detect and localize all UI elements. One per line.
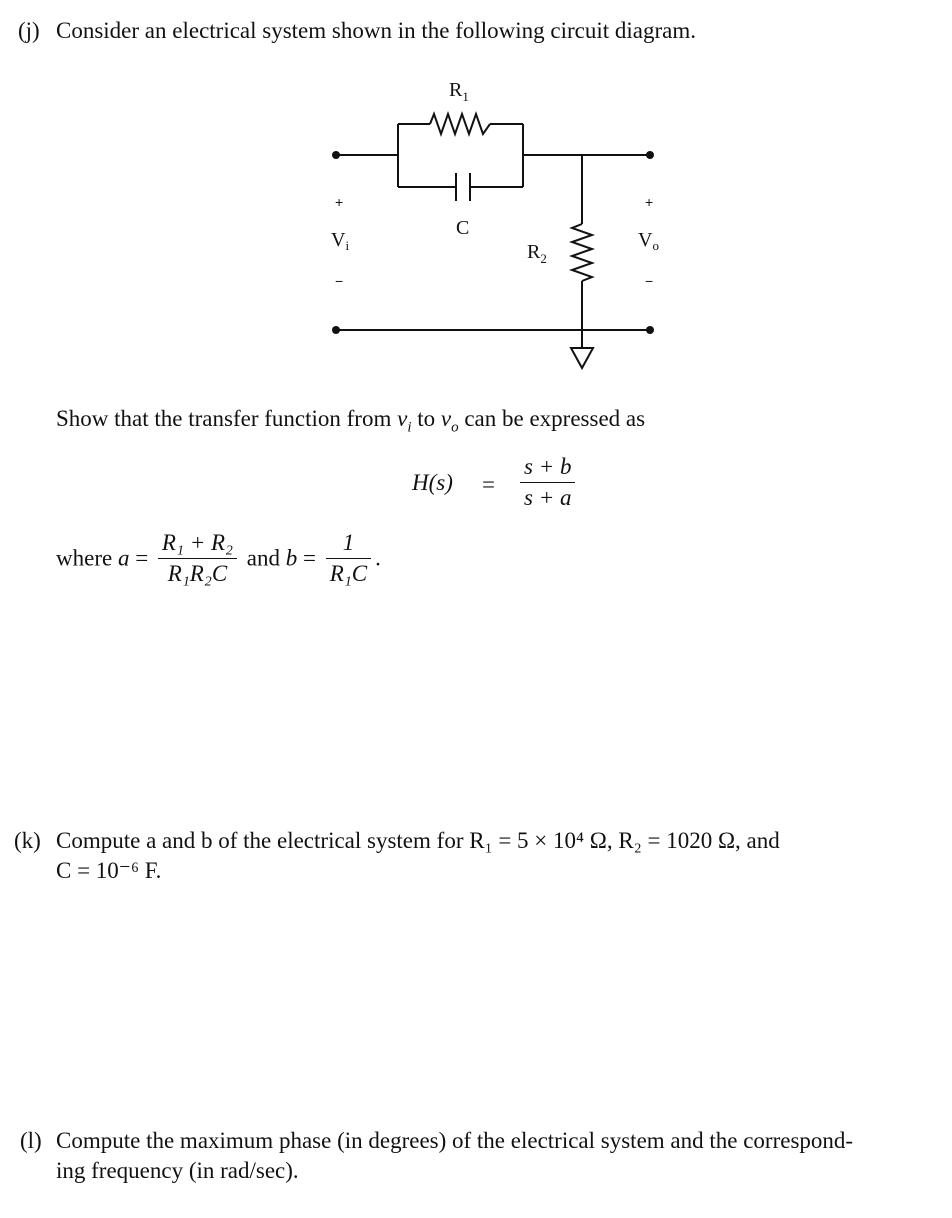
vi-label: $V_i$ xyxy=(331,229,350,253)
where-b-var: b xyxy=(285,545,298,571)
part-l-line2: ing frequency (in rad/sec). xyxy=(56,1158,299,1183)
where-period: . xyxy=(375,545,381,571)
a-numerator: R₁ + R₂ xyxy=(158,528,237,559)
where-clause xyxy=(56,528,381,589)
part-l-line1: Compute the maximum phase (in degrees) of the electrical system and the correspond- xyxy=(56,1128,854,1153)
show-text-a: Show that the transfer function from xyxy=(56,406,392,431)
resistor-r1 xyxy=(430,114,490,134)
part-l-label: (l) xyxy=(20,1128,42,1153)
terminal-input-bottom xyxy=(332,326,340,334)
var-vi: $v_i$ xyxy=(397,406,412,436)
part-k-line1: Compute a and b of the electrical system for R₁ = 5 × 10⁴ Ω, R₂ = 1020 Ω, and xyxy=(56,828,780,853)
part-j-label: (j) xyxy=(18,18,40,43)
where-a-eq: = xyxy=(135,545,149,571)
vo-label: $V_o$ xyxy=(638,229,659,253)
resistor-r2 xyxy=(572,224,592,281)
b-numerator: 1 xyxy=(326,528,371,559)
show-that-sentence xyxy=(56,404,645,434)
where-text: where xyxy=(56,545,113,571)
show-text-b: can be expressed as xyxy=(464,406,646,431)
transfer-function-fraction xyxy=(516,452,579,513)
show-text-to: to xyxy=(417,406,436,431)
terminal-input-top xyxy=(332,151,340,159)
and-text: and xyxy=(246,545,281,571)
a-denominator: R₁R₂C xyxy=(167,561,228,586)
transfer-function-denominator: s + a xyxy=(524,485,572,510)
b-denominator: R₁C xyxy=(329,561,368,586)
transfer-function-lhs: H(s) xyxy=(412,470,453,495)
ground-symbol xyxy=(571,348,593,368)
transfer-function-numerator: s + b xyxy=(520,452,575,483)
var-vo: $v_o$ xyxy=(440,406,459,436)
part-j-intro: Consider an electrical system shown in the following circuit diagram. xyxy=(56,18,697,43)
c-label: C xyxy=(456,217,470,239)
terminal-output-bottom xyxy=(646,326,654,334)
transfer-function-equals: = xyxy=(482,472,495,497)
circuit-diagram xyxy=(0,60,952,440)
terminal-output-top xyxy=(646,151,654,159)
r1-label: $R_1$ xyxy=(449,79,469,104)
where-b-eq: = xyxy=(303,545,316,571)
vi-plus: + xyxy=(335,194,344,210)
part-k-line2: C = 10⁻⁶ F. xyxy=(56,858,162,883)
where-a-var: a xyxy=(117,545,130,571)
vo-plus: + xyxy=(645,194,654,210)
part-k-label: (k) xyxy=(14,828,41,853)
r2-label: $R_2$ xyxy=(527,241,547,266)
vi-minus: − xyxy=(335,273,344,289)
vo-minus: − xyxy=(645,273,654,289)
